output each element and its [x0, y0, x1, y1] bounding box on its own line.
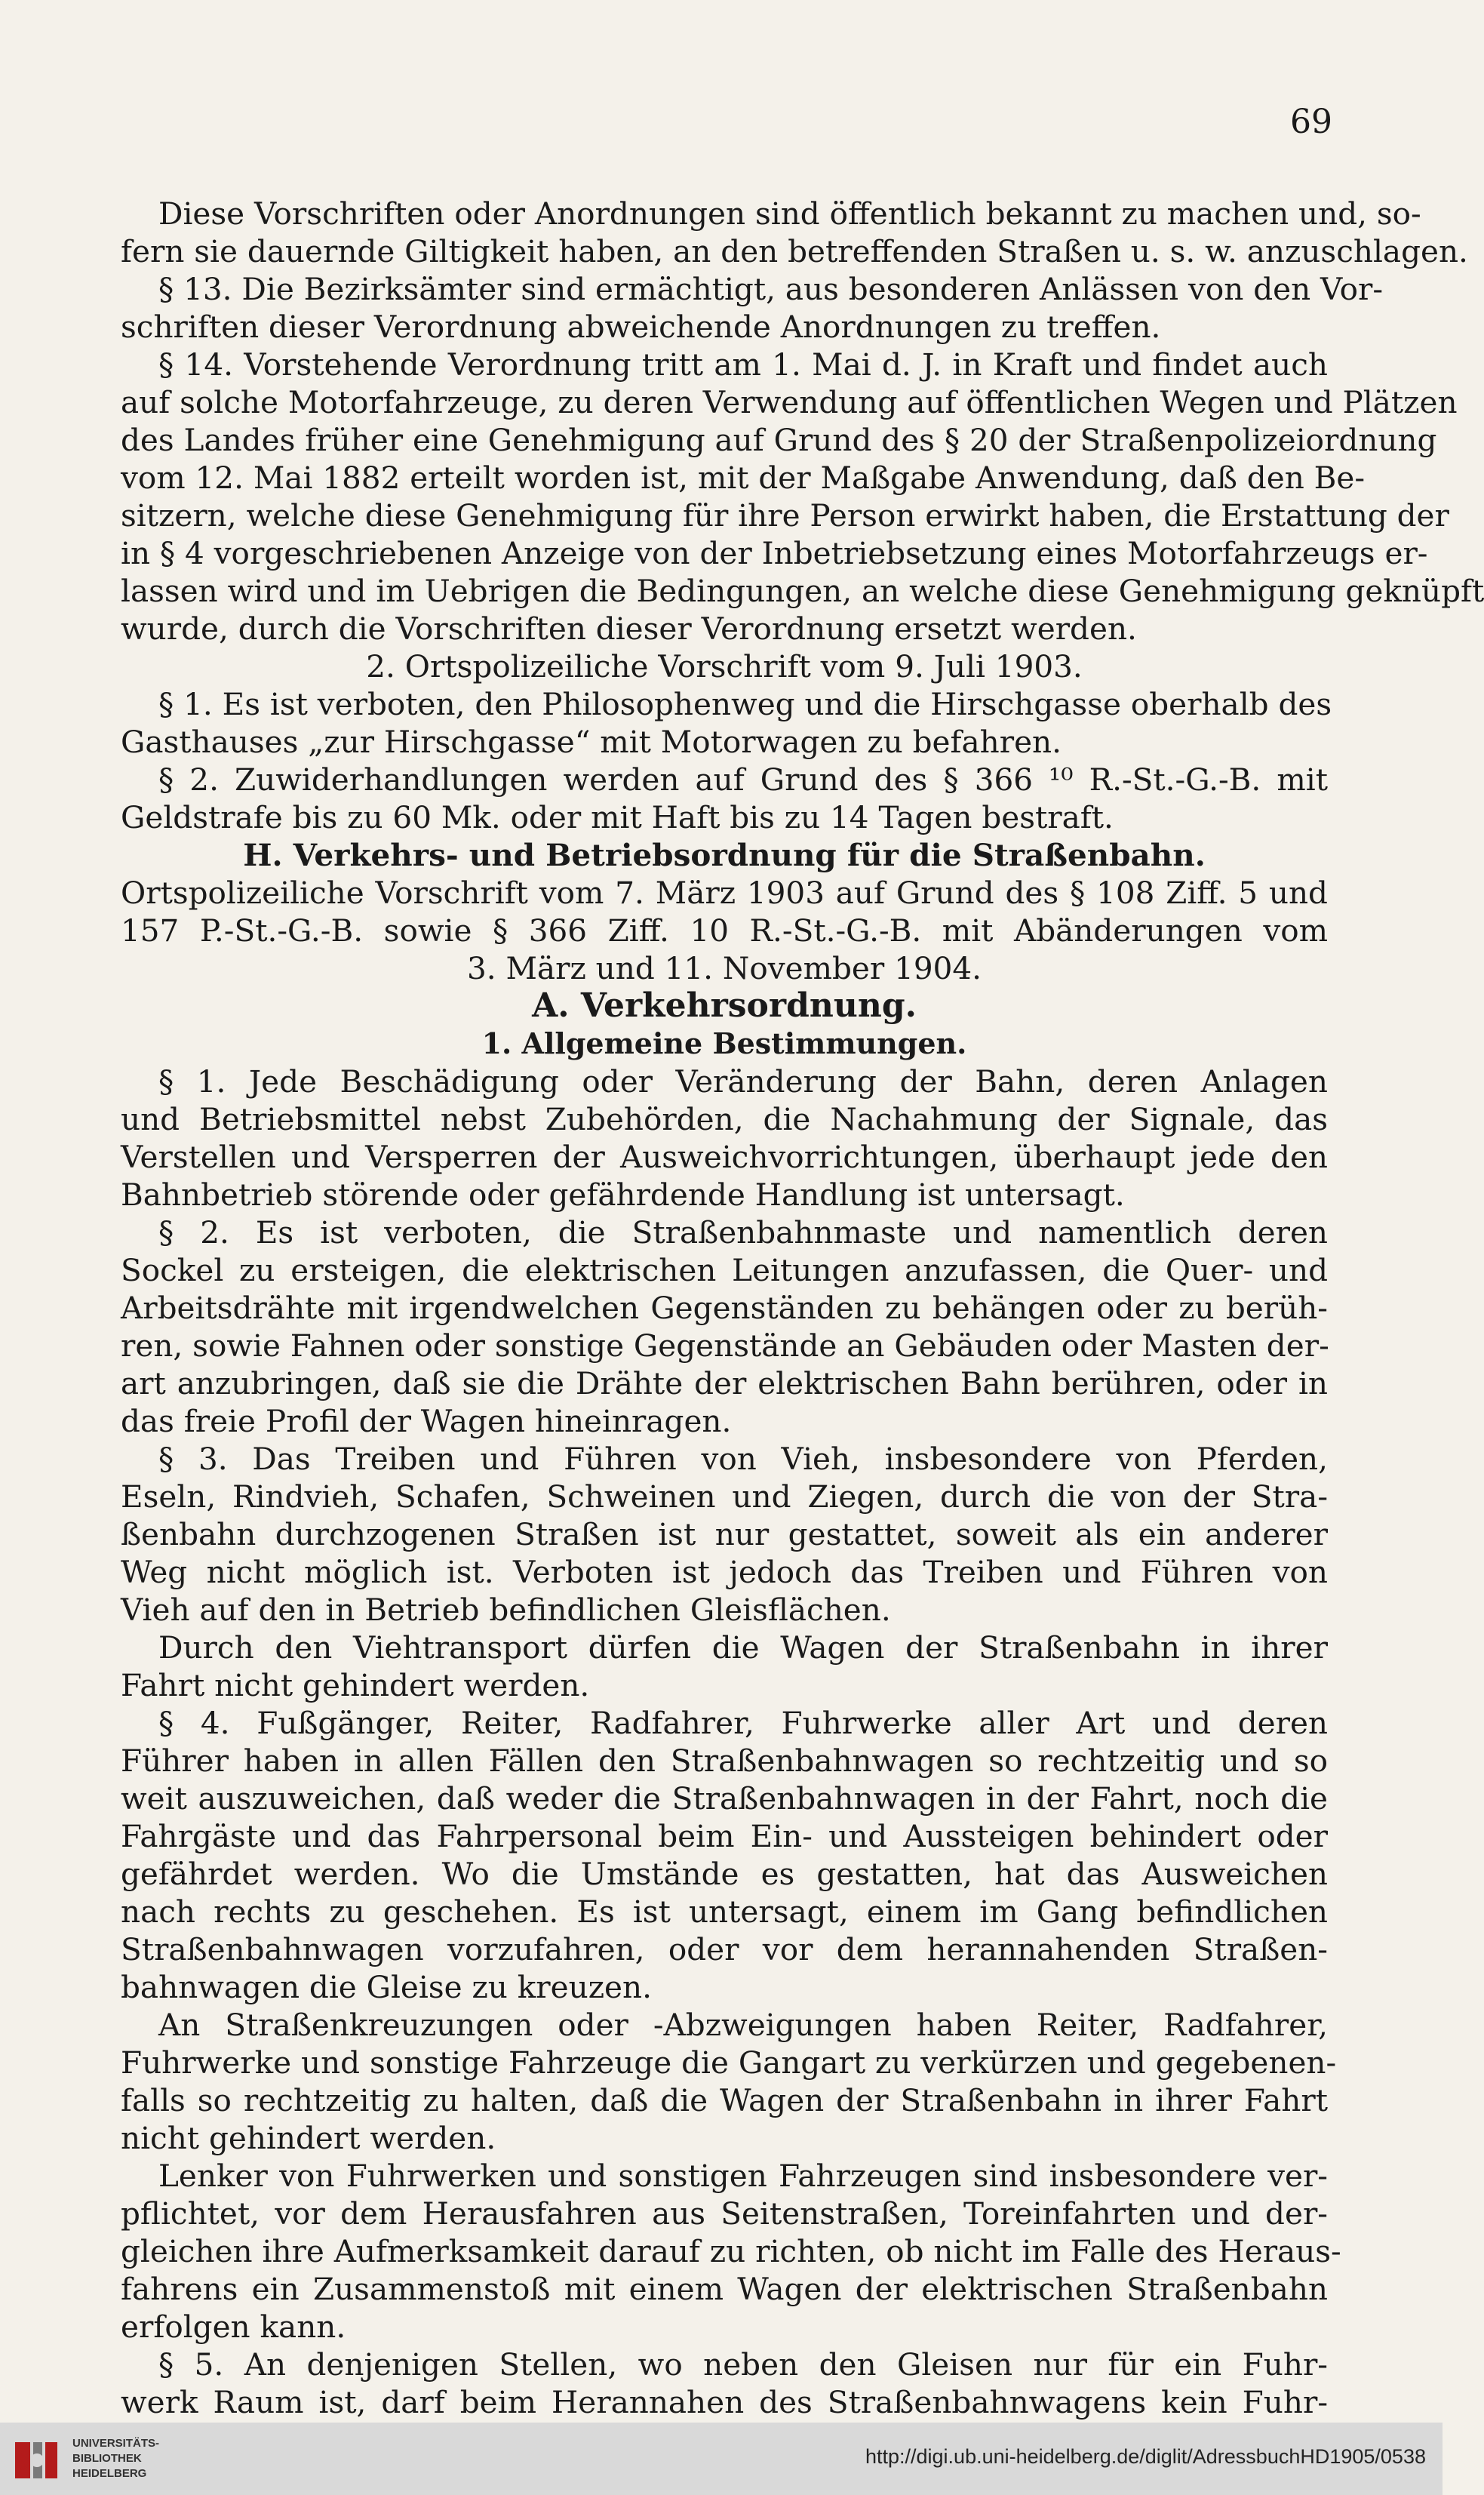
text-line: schriften dieser Verordnung abweichende Anordnungen zu treffen.	[121, 309, 1161, 345]
text-line: § 2. Zuwiderhandlungen werden auf Grund des § 366 ¹⁰ R.-St.-G.-B. mit	[158, 761, 1328, 798]
text-line: gleichen ihre Aufmerksamkeit darauf zu richten, ob nicht im Falle des Heraus-	[121, 2233, 1341, 2269]
text-line: lassen wird und im Uebrigen die Bedingungen, an welche diese Genehmigung geknüpft	[121, 573, 1484, 609]
text-line: § 5. An denjenigen Stellen, wo neben den Gleisen nur für ein Fuhr-	[158, 2346, 1328, 2383]
text-line: fahrens ein Zusammenstoß mit einem Wagen der elektrischen Straßenbahn	[121, 2271, 1328, 2307]
text-line: Straßenbahnwagen vorzufahren, oder vor dem herannahenden Straßen-	[121, 1931, 1328, 1967]
text-line: Fuhrwerke und sonstige Fahrzeuge die Gangart zu verkürzen und gegebenen-	[121, 2044, 1337, 2081]
text-line: § 14. Vorstehende Verordnung tritt am 1. Mai d. J. in Kraft und findet auch	[158, 346, 1328, 383]
text-line: § 2. Es ist verboten, die Straßenbahnmaste und namentlich deren	[158, 1214, 1328, 1251]
text-line: § 1. Jede Beschädigung oder Veränderung der Bahn, deren Anlagen	[158, 1063, 1328, 1100]
text-line: das freie Profil der Wagen hineinragen.	[121, 1403, 732, 1439]
text-line: Durch den Viehtransport dürfen die Wagen der Straßenbahn in ihrer	[158, 1629, 1328, 1666]
text-line: Verstellen und Versperren der Ausweichvorrichtungen, überhaupt jede den	[121, 1139, 1328, 1175]
section-heading: 1. Allgemeine Bestimmungen.	[481, 1026, 967, 1060]
text-line: des Landes früher eine Genehmigung auf Grund des § 20 der Straßenpolizeiordnung	[121, 422, 1437, 458]
text-line: falls so rechtzeitig zu halten, daß die Wagen der Straßenbahn in ihrer Fahrt	[121, 2082, 1328, 2118]
text-line: vom 12. Mai 1882 erteilt worden ist, mit der Maßgabe Anwendung, daß den Be-	[121, 460, 1366, 496]
text-line: in § 4 vorgeschriebenen Anzeige von der Inbetriebsetzung eines Motorfahrzeugs er-	[121, 535, 1428, 571]
text-line: Bahnbetrieb störende oder gefährdende Handlung ist untersagt.	[121, 1177, 1125, 1213]
text-line: § 13. Die Bezirksämter sind ermächtigt, aus besonderen Anlässen von den Vor-	[158, 271, 1384, 307]
text-line: werk Raum ist, darf beim Herannahen des Straßenbahnwagens kein Fuhr-	[121, 2384, 1328, 2420]
text-line: art anzubringen, daß sie die Drähte der elektrischen Bahn berühren, oder in	[121, 1365, 1328, 1401]
section-heading: 3. März und 11. November 1904.	[466, 950, 982, 986]
text-line: weit auszuweichen, daß weder die Straßenbahnwagen in der Fahrt, noch die	[121, 1780, 1328, 1817]
text-line: pflichtet, vor dem Herausfahren aus Seitenstraßen, Toreinfahrten und der-	[121, 2195, 1328, 2232]
section-heading: 2. Ortspolizeiliche Vorschrift vom 9. Juli 1903.	[366, 648, 1083, 685]
text-line: § 4. Fußgänger, Reiter, Radfahrer, Fuhrwerke aller Art und deren	[158, 1705, 1328, 1741]
text-line: ren, sowie Fahnen oder sonstige Gegenstände an Gebäuden oder Masten der-	[121, 1327, 1329, 1364]
text-line: Arbeitsdrähte mit irgendwelchen Gegenständen zu behängen oder zu berüh-	[121, 1290, 1328, 1326]
logo-line: HEIDELBERG	[72, 2467, 147, 2480]
text-line: Fahrgäste und das Fahrpersonal beim Ein- und Aussteigen behindert oder	[121, 1818, 1328, 1854]
text-line: sitzern, welche diese Genehmigung für ihre Person erwirkt haben, die Erstattung der	[121, 497, 1449, 534]
text-line: nach rechts zu geschehen. Es ist untersagt, einem im Gang befindlichen	[121, 1894, 1328, 1930]
page-number: 69	[1290, 103, 1332, 141]
text-line: auf solche Motorfahrzeuge, zu deren Verwendung auf öffentlichen Wegen und Plätzen	[121, 384, 1458, 420]
text-line: wurde, durch die Vorschriften dieser Verordnung ersetzt werden.	[121, 611, 1137, 647]
text-line: fern sie dauernde Giltigkeit haben, an den betreffenden Straßen u. s. w. anzuschlagen.	[121, 233, 1468, 269]
logo-line: BIBLIOTHEK	[72, 2452, 142, 2465]
text-line: nicht gehindert werden.	[121, 2120, 496, 2156]
body-text	[121, 195, 1484, 2421]
text-line: Sockel zu ersteigen, die elektrischen Leitungen anzufassen, die Quer- und	[121, 1252, 1328, 1288]
text-line: Lenker von Fuhrwerken und sonstigen Fahrzeugen sind insbesondere ver-	[158, 2158, 1328, 2194]
text-line: ßenbahn durchzogenen Straßen ist nur gestattet, soweit als ein anderer	[121, 1516, 1328, 1552]
text-line: Weg nicht möglich ist. Verboten ist jedoch das Treiben und Führen von	[121, 1554, 1328, 1590]
text-line: Gasthauses „zur Hirschgasse“ mit Motorwagen zu befahren.	[121, 724, 1062, 760]
text-line: § 3. Das Treiben und Führen von Vieh, insbesondere von Pferden,	[158, 1441, 1328, 1477]
university-seal-icon	[14, 2439, 60, 2481]
section-heading: H. Verkehrs- und Betriebsordnung für die Straßenbahn.	[243, 837, 1206, 873]
text-line: bahnwagen die Gleise zu kreuzen.	[121, 1969, 652, 2005]
text-line: § 1. Es ist verboten, den Philosophenweg und die Hirschgasse oberhalb des	[158, 686, 1332, 722]
text-line: Diese Vorschriften oder Anordnungen sind öffentlich bekannt zu machen und, so-	[158, 195, 1421, 232]
text-line: erfolgen kann.	[121, 2309, 346, 2345]
text-line: An Straßenkreuzungen oder -Abzweigungen haben Reiter, Radfahrer,	[158, 2007, 1328, 2043]
text-line: 157 P.-St.-G.-B. sowie § 366 Ziff. 10 R.-St.-G.-B. mit Abänderungen vom	[121, 912, 1328, 949]
library-logo-text	[72, 2436, 159, 2481]
text-line: Geldstrafe bis zu 60 Mk. oder mit Haft bis zu 14 Tagen bestraft.	[121, 799, 1114, 835]
source-url-link[interactable]: http://digi.ub.uni-heidelberg.de/diglit/AdressbuchHD1905/0538	[865, 2445, 1426, 2468]
text-line: Ortspolizeiliche Vorschrift vom 7. März 1903 auf Grund des § 108 Ziff. 5 und	[121, 875, 1328, 911]
logo-line: UNIVERSITÄTS-	[72, 2437, 160, 2450]
text-line: Eseln, Rindvieh, Schafen, Schweinen und Ziegen, durch die von der Stra-	[121, 1478, 1328, 1515]
text-line: und Betriebsmittel nebst Zubehörden, die Nachahmung der Signale, das	[121, 1101, 1328, 1137]
footer-bar	[0, 2423, 1443, 2495]
text-line: Vieh auf den in Betrieb befindlichen Gleisflächen.	[121, 1592, 891, 1628]
text-line: Fahrt nicht gehindert werden.	[121, 1667, 590, 1703]
text-line: gefährdet werden. Wo die Umstände es gestatten, hat das Ausweichen	[121, 1856, 1328, 1892]
section-heading: A. Verkehrsordnung.	[532, 986, 917, 1025]
text-line: Führer haben in allen Fällen den Straßenbahnwagen so rechtzeitig und so	[121, 1743, 1328, 1779]
